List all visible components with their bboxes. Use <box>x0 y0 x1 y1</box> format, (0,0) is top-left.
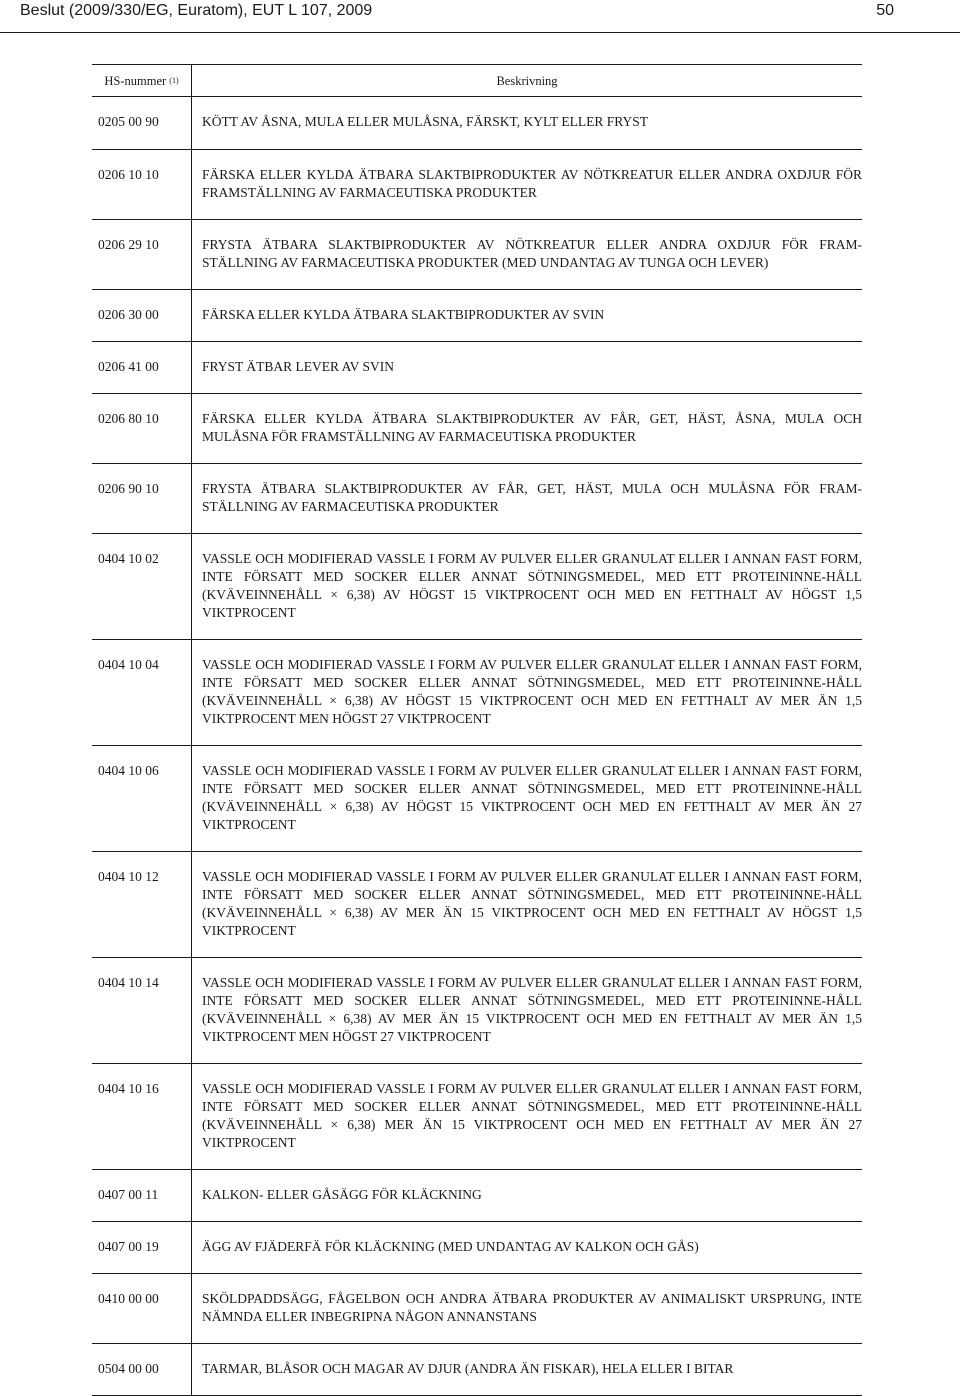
table-row <box>92 1170 862 1222</box>
description-cell: FÄRSKA ELLER KYLDA ÄTBARA SLAKTBIPRODUKTER AV FÅR, GET, HÄST, ÅSNA, MULA OCH MULÅSNA FÖR FRAMSTÄLLNING AV FARMACEUTISKA PRODUKTER <box>202 411 862 444</box>
hs-code-cell: 0407 00 19 <box>92 1222 192 1273</box>
hs-code-cell: 0206 90 10 <box>92 464 192 533</box>
hs-code-cell: 0404 10 04 <box>92 640 192 745</box>
table-row <box>92 1222 862 1274</box>
description-cell: VASSLE OCH MODIFIERAD VASSLE I FORM AV PULVER ELLER GRANULAT ELLER I ANNAN FAST FORM, INTE FÖRSATT MED SOCKER ELLER ANNAT SÖTNINGSMEDEL, MED ETT PROTEININNE-HÅLL (KVÄVEINNEHÅLL × 6,38) AV MER ÄN 15 VIKTPROCENT OCH MED EN FETTHALT AV HÖGST 1,5 VIKTPROCENT <box>202 869 862 938</box>
hs-code-table <box>92 64 862 1396</box>
table-row <box>92 150 862 220</box>
table-row <box>92 746 862 852</box>
table-row <box>92 534 862 640</box>
table-row <box>92 394 862 464</box>
hs-code-cell: 0504 00 00 <box>92 1344 192 1395</box>
description-cell: KÖTT AV ÅSNA, MULA ELLER MULÅSNA, FÄRSKT, KYLT ELLER FRYST <box>202 114 649 129</box>
hs-code-cell: 0205 00 90 <box>92 97 192 149</box>
table-row <box>92 1064 862 1170</box>
hs-code-cell: 0206 80 10 <box>92 394 192 463</box>
description-cell: SKÖLDPADDSÄGG, FÅGELBON OCH ANDRA ÄTBARA PRODUKTER AV ANIMALISKT URSPRUNG, INTE NÄMNDA ELLER INBEGRIPNA NÅGON ANNANSTANS <box>202 1291 862 1324</box>
description-cell: VASSLE OCH MODIFIERAD VASSLE I FORM AV PULVER ELLER GRANULAT ELLER I ANNAN FAST FORM, INTE FÖRSATT MED SOCKER ELLER ANNAT SÖTNINGSMEDEL, MED ETT PROTEININNE-HÅLL (KVÄVEINNEHÅLL × 6,38) MER ÄN 15 VIKTPROCENT OCH MED EN FETTHALT AV MER ÄN 27 VIKTPROCENT <box>202 1081 862 1150</box>
description-cell: FRYST ÄTBAR LEVER AV SVIN <box>202 359 395 374</box>
description-cell: VASSLE OCH MODIFIERAD VASSLE I FORM AV PULVER ELLER GRANULAT ELLER I ANNAN FAST FORM, INTE FÖRSATT MED SOCKER ELLER ANNAT SÖTNINGSMEDEL, MED ETT PROTEININNE-HÅLL (KVÄVEINNEHÅLL × 6,38) AV HÖGST 15 VIKTPROCENT OCH MED EN FETTHALT AV MER ÄN 1,5 VIKTPROCENT MEN HÖGST 27 VIKTPROCENT <box>202 657 862 726</box>
hs-code-cell: 0404 10 14 <box>92 958 192 1063</box>
page-number: 50 <box>876 2 894 19</box>
hs-code-cell: 0206 30 00 <box>92 290 192 341</box>
hs-code-cell: 0404 10 12 <box>92 852 192 957</box>
table-row <box>92 1344 862 1396</box>
hs-code-cell: 0206 10 10 <box>92 150 192 219</box>
table-row <box>92 640 862 746</box>
hs-code-cell: 0206 29 10 <box>92 220 192 289</box>
description-cell: FÄRSKA ELLER KYLDA ÄTBARA SLAKTBIPRODUKTER AV SVIN <box>202 307 605 322</box>
page-header <box>0 0 960 33</box>
hs-code-cell: 0410 00 00 <box>92 1274 192 1343</box>
description-cell: ÄGG AV FJÄDERFÄ FÖR KLÄCKNING (MED UNDANTAG AV KALKON OCH GÅS) <box>202 1239 699 1254</box>
column-header-description: Beskrivning <box>496 73 558 88</box>
document-title: Beslut (2009/330/EG, Euratom), EUT L 107, 2009 <box>20 2 373 19</box>
description-cell: FÄRSKA ELLER KYLDA ÄTBARA SLAKTBIPRODUKTER AV NÖTKREATUR ELLER ANDRA OXDJUR FÖR FRAMSTÄLLNING AV FARMACEUTISKA PRODUKTER <box>202 167 862 200</box>
hs-code-cell: 0404 10 16 <box>92 1064 192 1169</box>
hs-code-cell: 0404 10 02 <box>92 534 192 639</box>
description-cell: VASSLE OCH MODIFIERAD VASSLE I FORM AV PULVER ELLER GRANULAT ELLER I ANNAN FAST FORM, INTE FÖRSATT MED SOCKER ELLER ANNAT SÖTNINGSMEDEL, MED ETT PROTEININNE-HÅLL (KVÄVEINNEHÅLL × 6,38) AV HÖGST 15 VIKTPROCENT OCH MED EN FETTHALT AV MER ÄN 27 VIKTPROCENT <box>202 763 862 832</box>
description-cell: VASSLE OCH MODIFIERAD VASSLE I FORM AV PULVER ELLER GRANULAT ELLER I ANNAN FAST FORM, INTE FÖRSATT MED SOCKER ELLER ANNAT SÖTNINGSMEDEL, MED ETT PROTEININNE-HÅLL (KVÄVEINNEHÅLL × 6,38) AV HÖGST 15 VIKTPROCENT OCH MED EN FETTHALT AV HÖGST 1,5 VIKTPROCENT <box>202 551 862 620</box>
column-header-hs-number-label: HS-nummer <box>104 73 167 88</box>
table-row <box>92 1274 862 1344</box>
table-row <box>92 342 862 394</box>
table-row <box>92 290 862 342</box>
table-row <box>92 97 862 150</box>
description-cell: VASSLE OCH MODIFIERAD VASSLE I FORM AV PULVER ELLER GRANULAT ELLER I ANNAN FAST FORM, INTE FÖRSATT MED SOCKER ELLER ANNAT SÖTNINGSMEDEL, MED ETT PROTEININNE-HÅLL (KVÄVEINNEHÅLL × 6,38) AV MER ÄN 15 VIKTPROCENT OCH MED EN FETTHALT AV MER ÄN 1,5 VIKTPROCENT MEN HÖGST 27 VIKTPROCENT <box>202 975 862 1044</box>
description-cell: TARMAR, BLÅSOR OCH MAGAR AV DJUR (ANDRA ÄN FISKAR), HELA ELLER I BITAR <box>202 1361 734 1376</box>
column-header-hs-number <box>92 65 192 96</box>
hs-code-cell: 0407 00 11 <box>92 1170 192 1221</box>
footnote-marker: (1) <box>169 75 179 85</box>
table-row <box>92 852 862 958</box>
hs-code-cell: 0404 10 06 <box>92 746 192 851</box>
table-row <box>92 958 862 1064</box>
table-header-row <box>92 65 862 97</box>
hs-code-cell: 0206 41 00 <box>92 342 192 393</box>
description-cell: FRYSTA ÄTBARA SLAKTBIPRODUKTER AV FÅR, GET, HÄST, MULA OCH MULÅSNA FÖR FRAM-STÄLLNING AV FARMACEUTISKA PRODUKTER <box>202 481 862 514</box>
description-cell: FRYSTA ÄTBARA SLAKTBIPRODUKTER AV NÖTKREATUR ELLER ANDRA OXDJUR FÖR FRAM-STÄLLNING AV FARMACEUTISKA PRODUKTER (MED UNDANTAG AV TUNGA OCH LEVER) <box>202 237 862 270</box>
description-cell: KALKON- ELLER GÅSÄGG FÖR KLÄCKNING <box>202 1187 482 1202</box>
table-body <box>92 97 862 1396</box>
table-row <box>92 464 862 534</box>
table-row <box>92 220 862 290</box>
